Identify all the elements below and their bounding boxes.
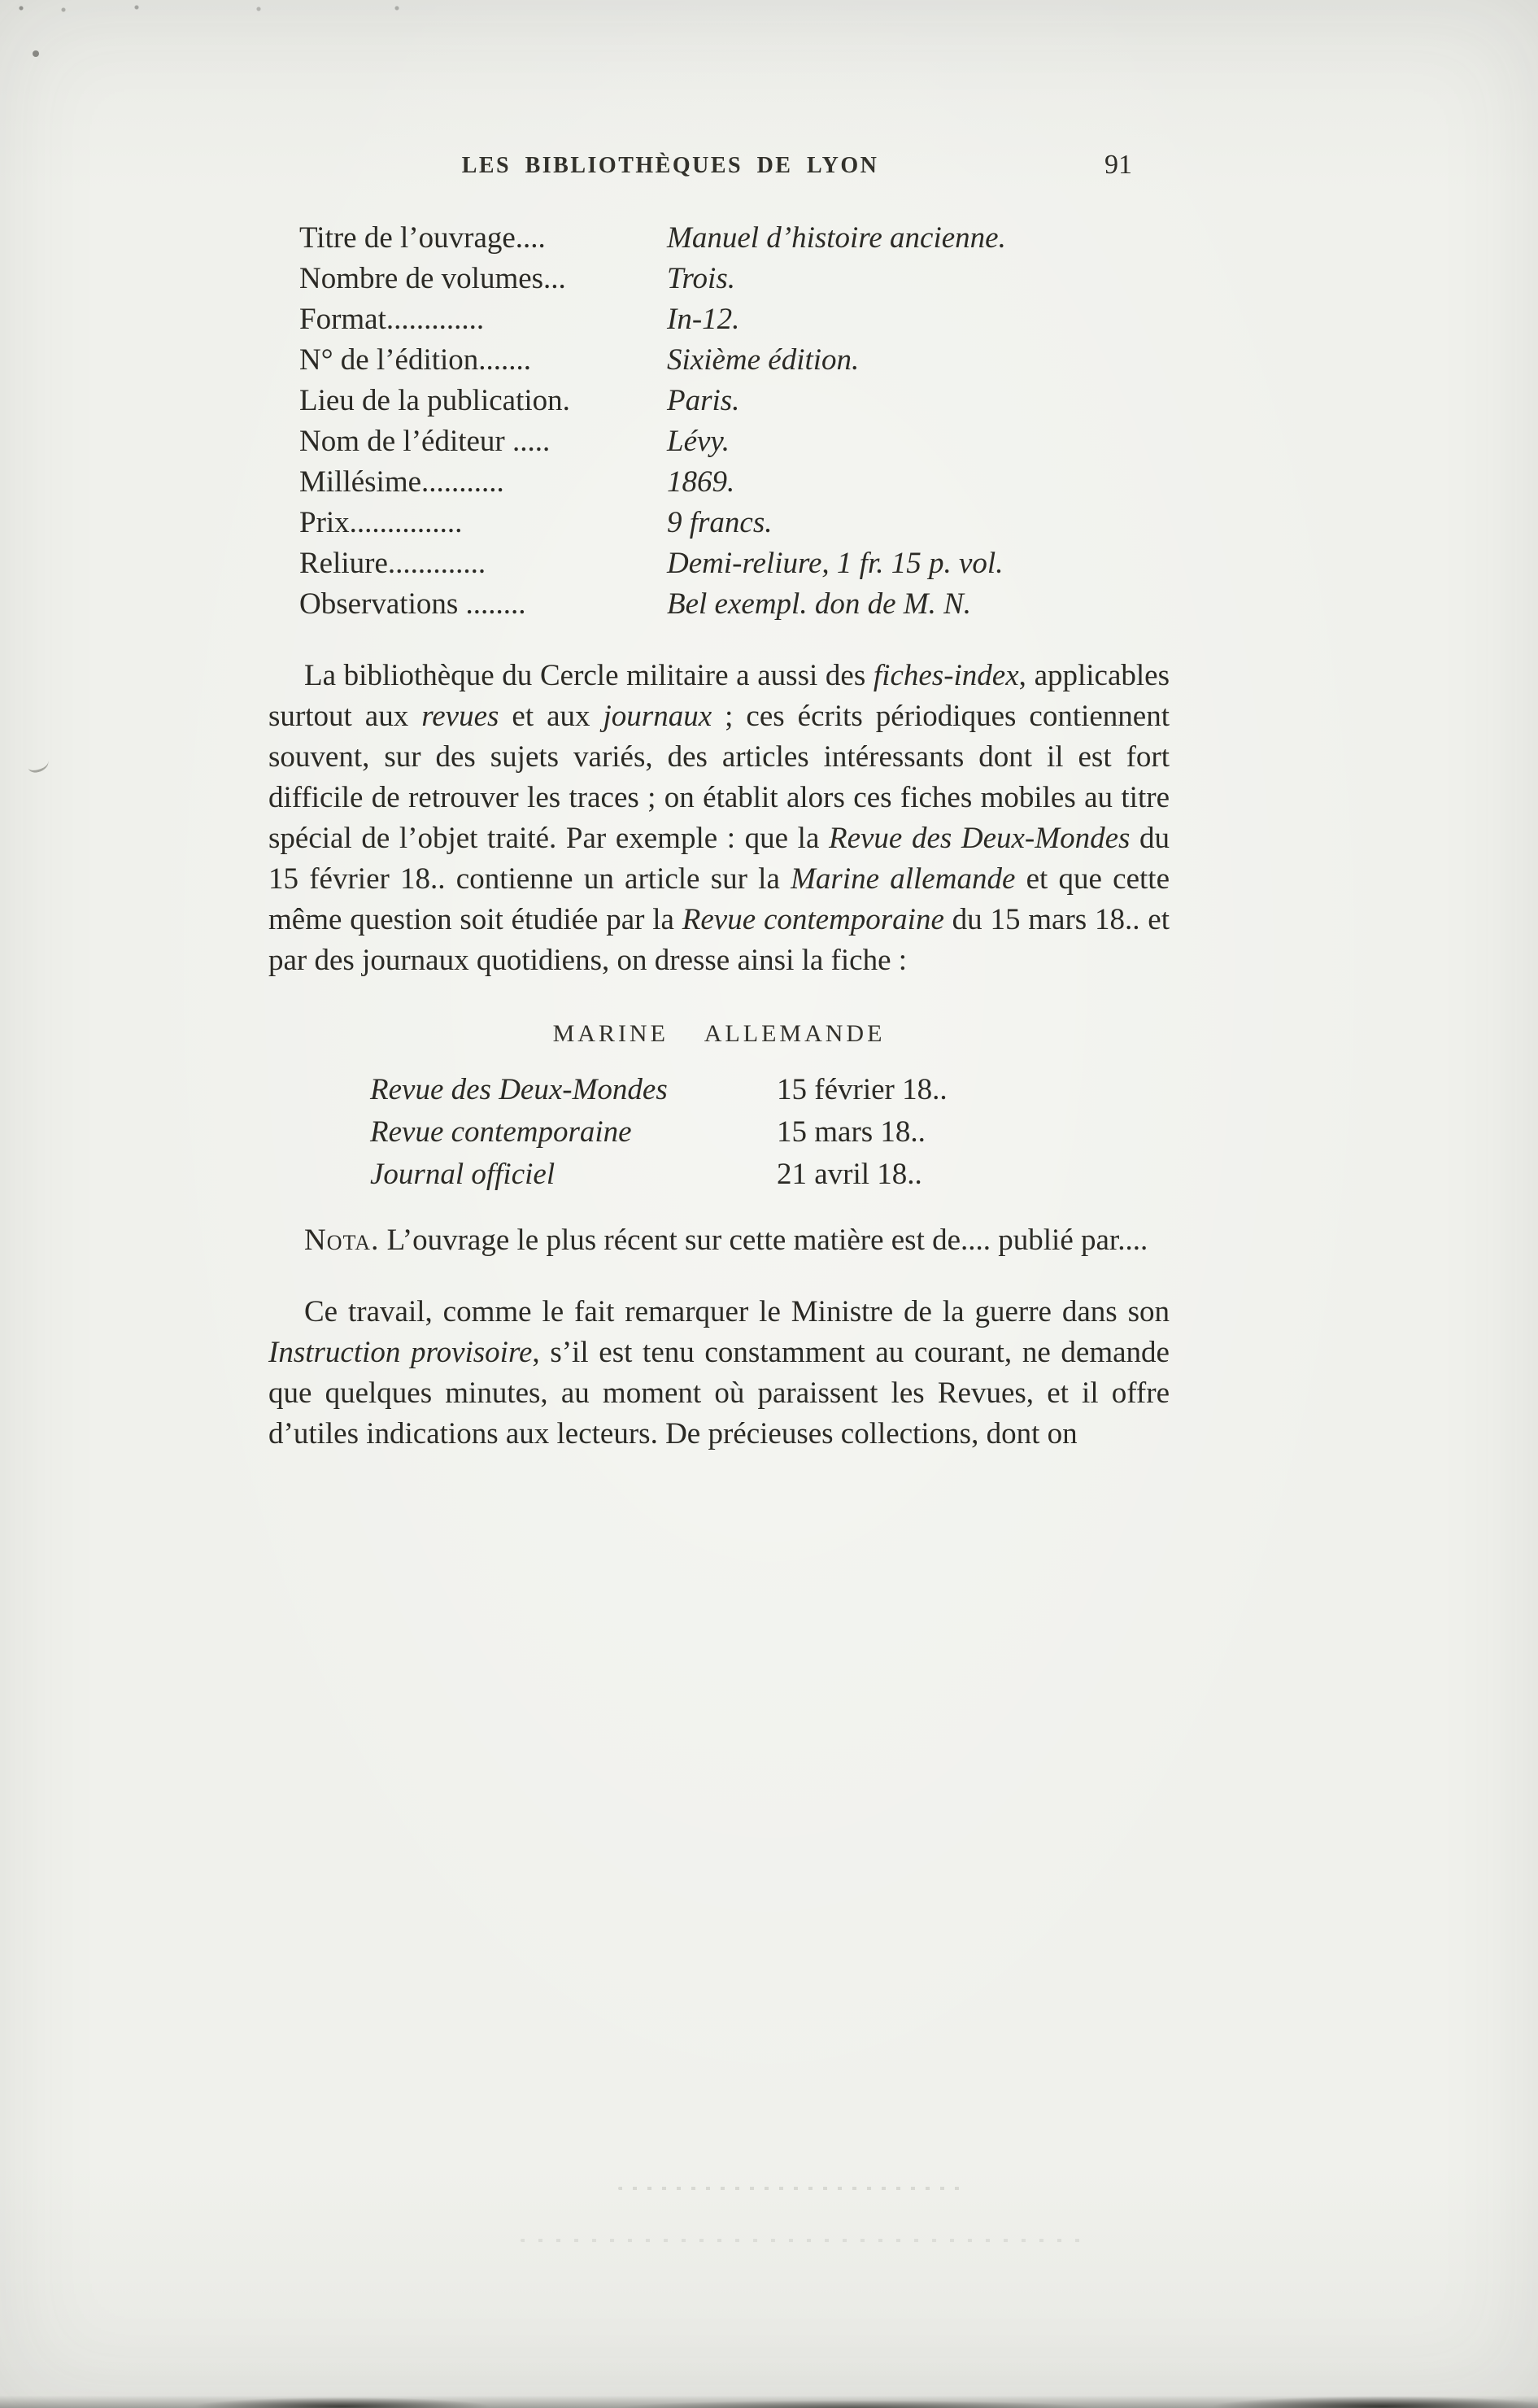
record-field-value: 9 francs. — [667, 506, 773, 539]
record-field-label: N° de l’édition....... — [299, 343, 532, 377]
book-page — [268, 150, 1170, 1455]
scan-artifact-margin-mark — [26, 755, 50, 774]
record-row — [299, 299, 1170, 340]
scan-artifact-faint-dots — [618, 2187, 960, 2190]
running-title: LES BIBLIOTHÈQUES DE LYON — [461, 153, 879, 178]
fiche-date: 15 mars 18.. — [777, 1115, 926, 1149]
text-run: La bibliothèque du Cercle militaire a aussi des — [304, 659, 874, 692]
italic-term: journaux — [603, 700, 712, 733]
fiche-source: Revue contemporaine — [370, 1115, 632, 1149]
fiche-source: Revue des Deux-Mondes — [370, 1073, 668, 1106]
paragraph-fiches-index — [268, 656, 1170, 981]
record-field-value: Paris. — [667, 384, 740, 417]
text-run: du 15 février 18.. contienne un article sur la — [268, 822, 1170, 896]
record-field-label: Nombre de volumes... — [299, 262, 566, 295]
text-run: et que cette même question soit étudiée par la — [268, 862, 1170, 936]
scan-artifact-top-specks — [15, 5, 438, 13]
record-field-value: 1869. — [667, 465, 735, 499]
text-run: , applicables surtout aux — [268, 659, 1170, 733]
record-field-value: Bel exempl. don de M. N. — [667, 587, 971, 621]
record-field-label: Prix............... — [299, 506, 463, 539]
bibliographic-record — [299, 218, 1170, 625]
fiche-row — [370, 1111, 1170, 1154]
paragraph-ce-travail — [268, 1292, 1170, 1455]
running-header — [268, 150, 1170, 189]
record-field-label: Millésime........... — [299, 465, 504, 499]
text-run: Ce travail, comme le fait remarquer le Ministre de la guerre dans son — [304, 1295, 1170, 1328]
record-row — [299, 259, 1170, 299]
fiche-row — [370, 1069, 1170, 1111]
record-field-label: Nom de l’éditeur ..... — [299, 425, 551, 458]
record-field-label: Titre de l’ouvrage.... — [299, 221, 546, 255]
italic-term: revues — [421, 700, 499, 733]
record-field-label: Lieu de la publication. — [299, 384, 570, 417]
page-number: 91 — [1104, 150, 1132, 180]
record-field-value: Trois. — [667, 262, 735, 295]
record-row — [299, 503, 1170, 543]
italic-term: Revue contemporaine — [682, 903, 944, 936]
text-run: et aux — [499, 700, 603, 733]
scan-artifact-faint-dots — [521, 2239, 1090, 2242]
text-run: ; ces écrits périodiques contiennent souvent, sur des sujets variés, des articles intéressants dont il est fort difficile de retrouver les traces ; on établit alors ces fiches mobiles au titre spécial de l’objet traité. Par exemple : que la — [268, 700, 1170, 855]
italic-term: Marine allemande — [791, 862, 1016, 896]
record-row — [299, 543, 1170, 584]
italic-term: Revue des Deux-Mondes — [828, 822, 1131, 855]
fiche-table — [370, 1069, 1170, 1196]
italic-term: fiches-index — [873, 659, 1019, 692]
record-field-label: Reliure............. — [299, 547, 486, 580]
text-run: , s’il est tenu constamment au courant, ne demande que quelques minutes, au moment où paraissent les Revues, et il offre d’utiles indications aux lecteurs. De précieuses collections, dont on — [268, 1336, 1170, 1450]
record-row — [299, 584, 1170, 625]
text-run: du 15 mars 18.. et par des journaux quotidiens, on dresse ainsi la fiche : — [268, 903, 1170, 977]
record-row — [299, 340, 1170, 381]
record-field-value: Sixième édition. — [667, 343, 860, 377]
fiche-title: MARINE ALLEMANDE — [552, 1020, 886, 1047]
record-row — [299, 462, 1170, 503]
fiche-row — [370, 1154, 1170, 1196]
fiche-date: 21 avril 18.. — [777, 1158, 922, 1191]
record-row — [299, 218, 1170, 259]
record-row — [299, 381, 1170, 421]
nota-paragraph — [268, 1220, 1170, 1261]
record-row — [299, 421, 1170, 462]
nota-label: Nota. — [304, 1224, 380, 1257]
record-field-value: Demi-reliure, 1 fr. 15 p. vol. — [667, 547, 1004, 580]
scan-artifact-bottom-smudge — [0, 2387, 1538, 2408]
record-field-label: Observations ........ — [299, 587, 526, 621]
italic-term: Instruction provisoire — [268, 1336, 533, 1369]
fiche-source: Journal officiel — [370, 1158, 556, 1191]
record-field-value: Manuel d’histoire ancienne. — [667, 221, 1006, 255]
fiche-date: 15 février 18.. — [777, 1073, 948, 1106]
record-field-label: Format............. — [299, 303, 485, 336]
text-run: L’ouvrage le plus récent sur cette matière est de.... publié par.... — [379, 1224, 1148, 1257]
record-field-value: In-12. — [667, 303, 740, 336]
scan-artifact-dot — [33, 50, 39, 57]
record-field-value: Lévy. — [667, 425, 730, 458]
